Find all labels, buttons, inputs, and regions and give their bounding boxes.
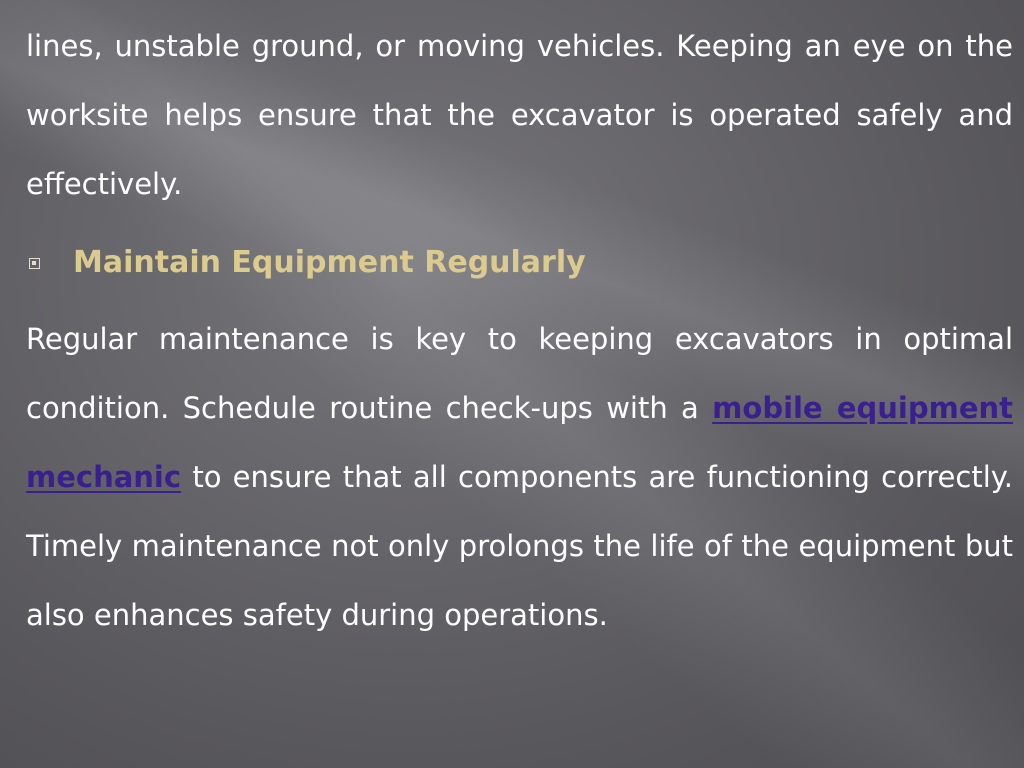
paragraph-2 — [26, 305, 1013, 650]
bullet-row — [26, 238, 586, 288]
section-heading: Maintain Equipment Regularly — [73, 245, 586, 280]
paragraph-2-text-before: Regular maintenance is key to keeping excavators in optimal condition. Schedule routine check-ups with a — [26, 322, 1013, 425]
paragraph-1: lines, unstable ground, or moving vehicles. Keeping an eye on the worksite helps ensure that the excavator is operated safely and effectively. — [26, 29, 1013, 201]
slide — [26, 0, 1013, 768]
square-bullet-icon — [29, 258, 40, 269]
paragraph-2-text-after: to ensure that all components are functioning correctly. Timely maintenance not only prolongs the life of the equipment but also enhances safety during operations. — [26, 460, 1013, 632]
mobile-equipment-mechanic-link[interactable]: mobile equipment mechanic — [26, 391, 1013, 494]
